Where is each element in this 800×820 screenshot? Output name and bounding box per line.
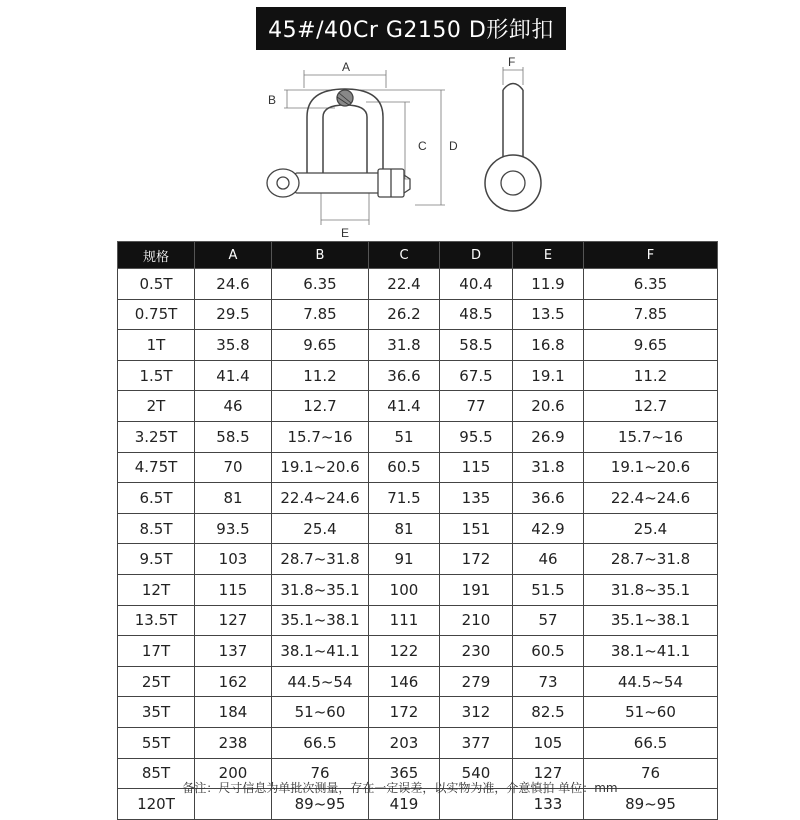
cell-e: 13.5 — [513, 299, 584, 330]
header-e: E — [513, 242, 584, 269]
cell-f: 19.1~20.6 — [584, 452, 718, 483]
cell-a: 46 — [195, 391, 272, 422]
table-row — [118, 513, 718, 544]
table-row — [118, 605, 718, 636]
table-row — [118, 483, 718, 514]
cell-spec: 17T — [118, 636, 195, 667]
table-row — [118, 544, 718, 575]
cell-a: 103 — [195, 544, 272, 575]
table-row — [118, 330, 718, 361]
table-body — [118, 269, 718, 820]
cell-c: 60.5 — [369, 452, 440, 483]
cell-d: 77 — [440, 391, 513, 422]
cell-d: 151 — [440, 513, 513, 544]
cell-d: 210 — [440, 605, 513, 636]
cell-f: 44.5~54 — [584, 666, 718, 697]
table-row — [118, 391, 718, 422]
table-row — [118, 574, 718, 605]
footnote: 备注：尺寸信息为单批次测量，存在一定误差，以实物为准，介意慎拍 单位：mm — [182, 781, 618, 795]
cell-d: 115 — [440, 452, 513, 483]
cell-spec: 0.75T — [118, 299, 195, 330]
cell-b: 6.35 — [272, 269, 369, 300]
cell-d: 95.5 — [440, 421, 513, 452]
cell-a: 184 — [195, 697, 272, 728]
cell-c: 111 — [369, 605, 440, 636]
cell-f: 6.35 — [584, 269, 718, 300]
cell-spec: 2T — [118, 391, 195, 422]
cell-e: 42.9 — [513, 513, 584, 544]
cell-a: 58.5 — [195, 421, 272, 452]
cell-b: 38.1~41.1 — [272, 636, 369, 667]
cell-b: 44.5~54 — [272, 666, 369, 697]
cell-e: 60.5 — [513, 636, 584, 667]
cell-e: 133 — [513, 789, 584, 820]
cell-b: 7.85 — [272, 299, 369, 330]
cell-b: 51~60 — [272, 697, 369, 728]
cell-a: 238 — [195, 727, 272, 758]
cell-e: 16.8 — [513, 330, 584, 361]
cell-b: 9.65 — [272, 330, 369, 361]
cell-a: 70 — [195, 452, 272, 483]
cell-c: 26.2 — [369, 299, 440, 330]
cell-d: 40.4 — [440, 269, 513, 300]
table-row — [118, 299, 718, 330]
cell-c: 146 — [369, 666, 440, 697]
cell-spec: 1.5T — [118, 360, 195, 391]
table-row — [118, 636, 718, 667]
table-row — [118, 421, 718, 452]
cell-c: 71.5 — [369, 483, 440, 514]
label-d: D — [449, 139, 458, 153]
cell-a: 162 — [195, 666, 272, 697]
cell-b: 28.7~31.8 — [272, 544, 369, 575]
cell-d: 172 — [440, 544, 513, 575]
cell-c: 91 — [369, 544, 440, 575]
cell-f: 9.65 — [584, 330, 718, 361]
cell-a: 127 — [195, 605, 272, 636]
cell-c: 41.4 — [369, 391, 440, 422]
cell-c: 81 — [369, 513, 440, 544]
cell-c: 31.8 — [369, 330, 440, 361]
cell-spec: 13.5T — [118, 605, 195, 636]
table-row — [118, 666, 718, 697]
cell-f: 51~60 — [584, 697, 718, 728]
spec-table — [117, 241, 718, 820]
header-d: D — [440, 242, 513, 269]
cell-f: 15.7~16 — [584, 421, 718, 452]
cell-e: 51.5 — [513, 574, 584, 605]
cell-e: 82.5 — [513, 697, 584, 728]
cell-d: 279 — [440, 666, 513, 697]
cell-f: 38.1~41.1 — [584, 636, 718, 667]
cell-a: 115 — [195, 574, 272, 605]
label-e: E — [341, 226, 350, 240]
cell-d: 540 — [440, 758, 513, 789]
cell-c: 419 — [369, 789, 440, 820]
cell-f: 89~95 — [584, 789, 718, 820]
cell-a: 35.8 — [195, 330, 272, 361]
cell-e: 73 — [513, 666, 584, 697]
cell-b: 19.1~20.6 — [272, 452, 369, 483]
table-row — [118, 452, 718, 483]
cell-b: 76 — [272, 758, 369, 789]
cell-e: 26.9 — [513, 421, 584, 452]
cell-e: 127 — [513, 758, 584, 789]
cell-spec: 8.5T — [118, 513, 195, 544]
header-f: F — [584, 242, 718, 269]
cell-c: 122 — [369, 636, 440, 667]
cell-a: 29.5 — [195, 299, 272, 330]
cell-b: 31.8~35.1 — [272, 574, 369, 605]
cell-b: 66.5 — [272, 727, 369, 758]
cell-d: 191 — [440, 574, 513, 605]
cell-d: 58.5 — [440, 330, 513, 361]
header-spec: 规格 — [118, 242, 195, 269]
cell-d: 48.5 — [440, 299, 513, 330]
cell-d: 312 — [440, 697, 513, 728]
cell-spec: 6.5T — [118, 483, 195, 514]
cell-f: 35.1~38.1 — [584, 605, 718, 636]
cell-d: 67.5 — [440, 360, 513, 391]
cell-b: 15.7~16 — [272, 421, 369, 452]
label-f: F — [508, 55, 516, 69]
cell-spec: 9.5T — [118, 544, 195, 575]
table-row — [118, 727, 718, 758]
cell-c: 203 — [369, 727, 440, 758]
header-c: C — [369, 242, 440, 269]
cell-spec: 3.25T — [118, 421, 195, 452]
cell-e: 20.6 — [513, 391, 584, 422]
cell-e: 31.8 — [513, 452, 584, 483]
cell-spec: 4.75T — [118, 452, 195, 483]
cell-spec: 85T — [118, 758, 195, 789]
cell-spec: 55T — [118, 727, 195, 758]
cell-e: 57 — [513, 605, 584, 636]
cell-a: 41.4 — [195, 360, 272, 391]
cell-a: 137 — [195, 636, 272, 667]
table-row — [118, 360, 718, 391]
cell-a: 200 — [195, 758, 272, 789]
table-row — [118, 697, 718, 728]
cell-e: 19.1 — [513, 360, 584, 391]
cell-f: 28.7~31.8 — [584, 544, 718, 575]
page-title: 45#/40Cr G2150 D形卸扣 — [256, 7, 566, 50]
cell-a: 81 — [195, 483, 272, 514]
cell-d: 377 — [440, 727, 513, 758]
cell-a: 24.6 — [195, 269, 272, 300]
cell-f: 11.2 — [584, 360, 718, 391]
cell-e: 11.9 — [513, 269, 584, 300]
table-header-row — [118, 242, 718, 269]
cell-d: 135 — [440, 483, 513, 514]
cell-a: 93.5 — [195, 513, 272, 544]
shackle-diagram — [0, 55, 800, 240]
cell-c: 365 — [369, 758, 440, 789]
cell-b: 25.4 — [272, 513, 369, 544]
cell-c: 36.6 — [369, 360, 440, 391]
cell-f: 7.85 — [584, 299, 718, 330]
cell-f: 76 — [584, 758, 718, 789]
cell-d: 230 — [440, 636, 513, 667]
cell-spec: 0.5T — [118, 269, 195, 300]
cell-spec: 25T — [118, 666, 195, 697]
cell-b: 12.7 — [272, 391, 369, 422]
label-b: B — [268, 93, 277, 107]
cell-f: 31.8~35.1 — [584, 574, 718, 605]
cell-c: 100 — [369, 574, 440, 605]
cell-e: 105 — [513, 727, 584, 758]
cell-e: 36.6 — [513, 483, 584, 514]
cell-spec: 120T — [118, 789, 195, 820]
cell-f: 66.5 — [584, 727, 718, 758]
cell-b: 11.2 — [272, 360, 369, 391]
cell-spec: 35T — [118, 697, 195, 728]
cell-b: 89~95 — [272, 789, 369, 820]
header-b: B — [272, 242, 369, 269]
cell-b: 22.4~24.6 — [272, 483, 369, 514]
cell-b: 35.1~38.1 — [272, 605, 369, 636]
cell-f: 12.7 — [584, 391, 718, 422]
cell-c: 51 — [369, 421, 440, 452]
table-row — [118, 269, 718, 300]
cell-c: 172 — [369, 697, 440, 728]
cell-spec: 12T — [118, 574, 195, 605]
label-a: A — [342, 60, 351, 74]
cell-f: 22.4~24.6 — [584, 483, 718, 514]
cell-e: 46 — [513, 544, 584, 575]
cell-f: 25.4 — [584, 513, 718, 544]
cell-c: 22.4 — [369, 269, 440, 300]
cell-spec: 1T — [118, 330, 195, 361]
label-c: C — [418, 139, 427, 153]
header-a: A — [195, 242, 272, 269]
